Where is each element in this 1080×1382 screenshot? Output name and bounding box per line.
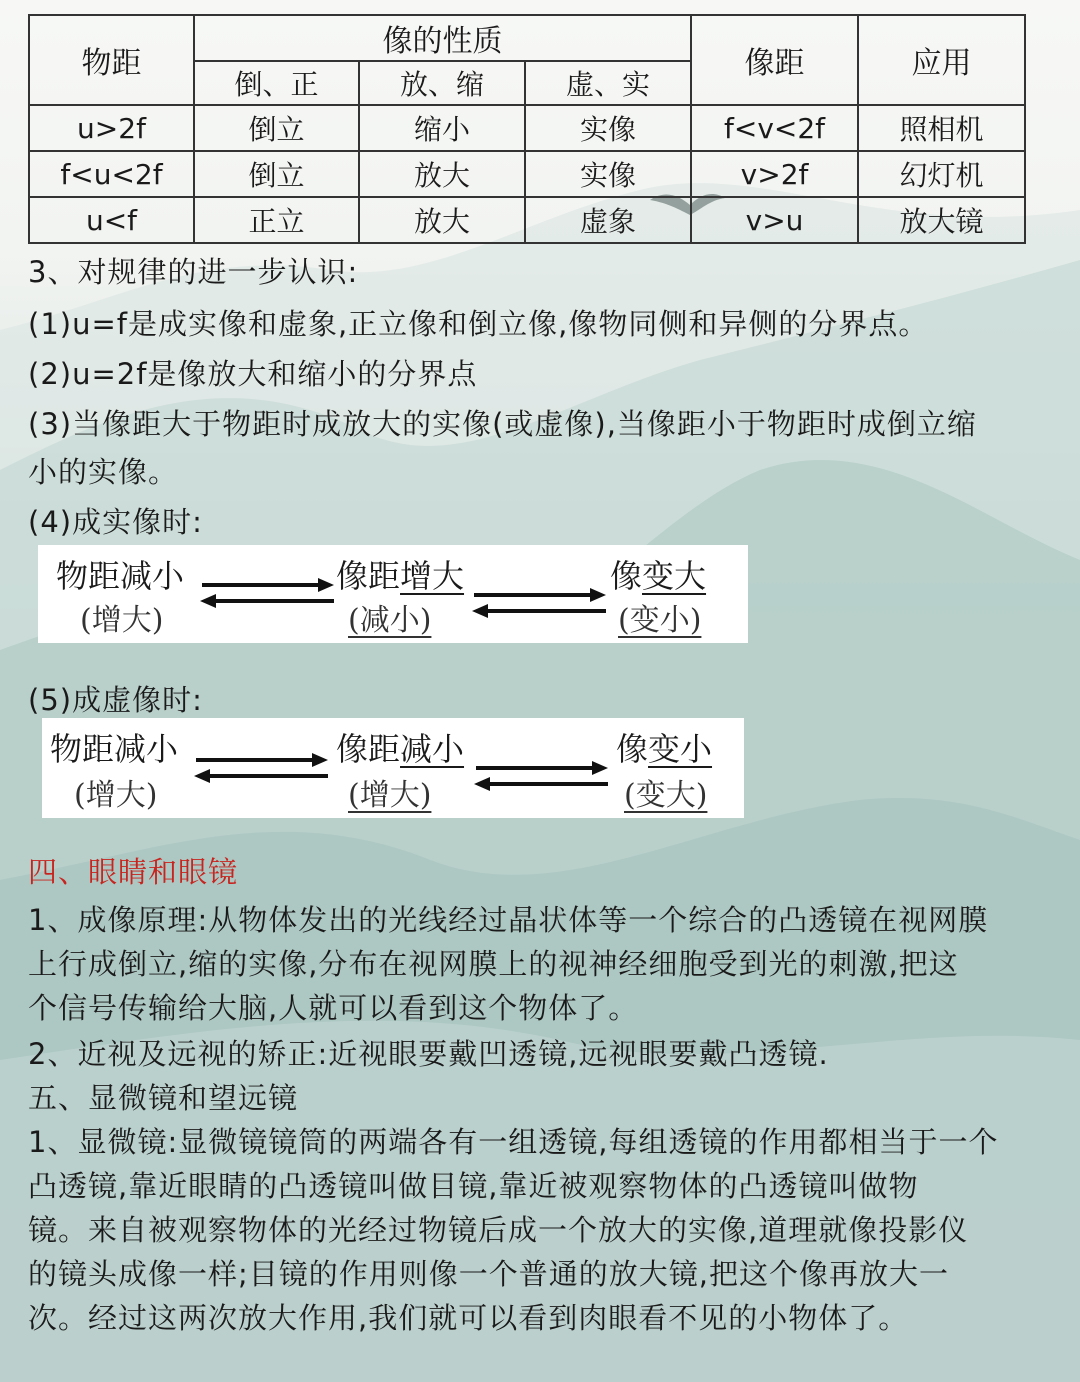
section3-title: 3、对规律的进一步认识: xyxy=(28,255,359,289)
image-distance-decrease-alt: (减小) xyxy=(348,603,432,638)
table-row xyxy=(29,197,1025,243)
subheader-orientation: 倒、正 xyxy=(194,61,359,105)
object-distance-increase-alt: (增大) xyxy=(80,603,164,638)
object-distance-decrease: 物距减小 xyxy=(50,730,179,768)
virtual-image-relation-diagram xyxy=(42,718,744,818)
microscope-line5: 次。经过这两次放大作用,我们就可以看到肉眼看不见的小物体了。 xyxy=(28,1301,909,1335)
lens-imaging-table xyxy=(28,14,1026,244)
cell-v: f<v<2f xyxy=(691,105,858,151)
image-becomes-smaller-alt: (变小) xyxy=(618,603,702,638)
cell-u: f<u<2f xyxy=(29,151,194,197)
double-arrow-icon xyxy=(198,575,338,611)
rule-5: (5)成虚像时: xyxy=(28,683,203,717)
cell-application: 放大镜 xyxy=(858,197,1025,243)
image-distance-increase-alt: (增大) xyxy=(348,778,432,813)
microscope-line3: 镜。来自被观察物体的光经过物镜后成一个放大的实像,道理就像投影仪 xyxy=(28,1213,969,1247)
object-distance-decrease: 物距减小 xyxy=(56,557,185,595)
image-distance-label: 像距 xyxy=(336,730,401,768)
section4-heading: 四、眼睛和眼镜 xyxy=(28,855,239,889)
cell-v: v>2f xyxy=(691,151,858,197)
image-becomes-smaller: 变小 xyxy=(648,730,713,768)
eye-principle-line3: 个信号传输给大脑,人就可以看到这个物体了。 xyxy=(28,991,639,1025)
image-distance-label: 像距 xyxy=(336,557,401,595)
double-arrow-icon xyxy=(472,758,612,794)
image-distance-increase: 增大 xyxy=(400,557,465,595)
cell-u: u>2f xyxy=(29,105,194,151)
cell-u: u<f xyxy=(29,197,194,243)
subheader-size: 放、缩 xyxy=(359,61,525,105)
image-distance-decrease: 减小 xyxy=(400,730,465,768)
cell-application: 照相机 xyxy=(858,105,1025,151)
eye-principle-line2: 上行成倒立,缩的实像,分布在视网膜上的视神经细胞受到光的刺激,把这 xyxy=(28,947,959,981)
rule-1: (1)u=f是成实像和虚象,正立像和倒立像,像物同侧和异侧的分界点。 xyxy=(28,307,929,341)
rule-4: (4)成实像时: xyxy=(28,505,203,539)
header-object-distance: 物距 xyxy=(29,15,194,105)
double-arrow-icon xyxy=(470,585,610,621)
cell-size: 放大 xyxy=(359,197,525,243)
object-distance-increase-alt: (增大) xyxy=(74,778,158,813)
subheader-type: 虚、实 xyxy=(525,61,691,105)
cell-size: 缩小 xyxy=(359,105,525,151)
microscope-line4: 的镜头成像一样;目镜的作用则像一个普通的放大镜,把这个像再放大一 xyxy=(28,1257,949,1291)
microscope-line1: 1、显微镜:显微镜镜筒的两端各有一组透镜,每组透镜的作用都相当于一个 xyxy=(28,1125,999,1159)
rule-3-line1: (3)当像距大于物距时成放大的实像(或虚像),当像距小于物距时成倒立缩 xyxy=(28,407,977,441)
cell-v: v>u xyxy=(691,197,858,243)
cell-size: 放大 xyxy=(359,151,525,197)
cell-orientation: 倒立 xyxy=(194,151,359,197)
cell-orientation: 正立 xyxy=(194,197,359,243)
header-image-distance: 像距 xyxy=(691,15,858,105)
image-label: 像 xyxy=(616,730,649,768)
cell-type: 实像 xyxy=(525,105,691,151)
vision-correction: 2、近视及远视的矫正:近视眼要戴凹透镜,远视眼要戴凸透镜. xyxy=(28,1037,829,1071)
cell-application: 幻灯机 xyxy=(858,151,1025,197)
double-arrow-icon xyxy=(192,750,332,786)
image-label: 像 xyxy=(610,557,643,595)
table-row xyxy=(29,151,1025,197)
section5-heading: 五、显微镜和望远镜 xyxy=(28,1081,299,1115)
real-image-relation-diagram xyxy=(38,545,748,643)
cell-orientation: 倒立 xyxy=(194,105,359,151)
image-becomes-larger-alt: (变大) xyxy=(624,778,708,813)
cell-type: 虚象 xyxy=(525,197,691,243)
header-image-properties: 像的性质 xyxy=(194,15,691,61)
cell-type: 实像 xyxy=(525,151,691,197)
microscope-line2: 凸透镜,靠近眼睛的凸透镜叫做目镜,靠近被观察物体的凸透镜叫做物 xyxy=(28,1169,919,1203)
header-application: 应用 xyxy=(858,15,1025,105)
rule-2: (2)u=2f是像放大和缩小的分界点 xyxy=(28,357,478,391)
rule-3-line2: 小的实像。 xyxy=(28,455,179,489)
table-row xyxy=(29,105,1025,151)
eye-principle-line1: 1、成像原理:从物体发出的光线经过晶状体等一个综合的凸透镜在视网膜 xyxy=(28,903,989,937)
image-becomes-larger: 变大 xyxy=(642,557,707,595)
